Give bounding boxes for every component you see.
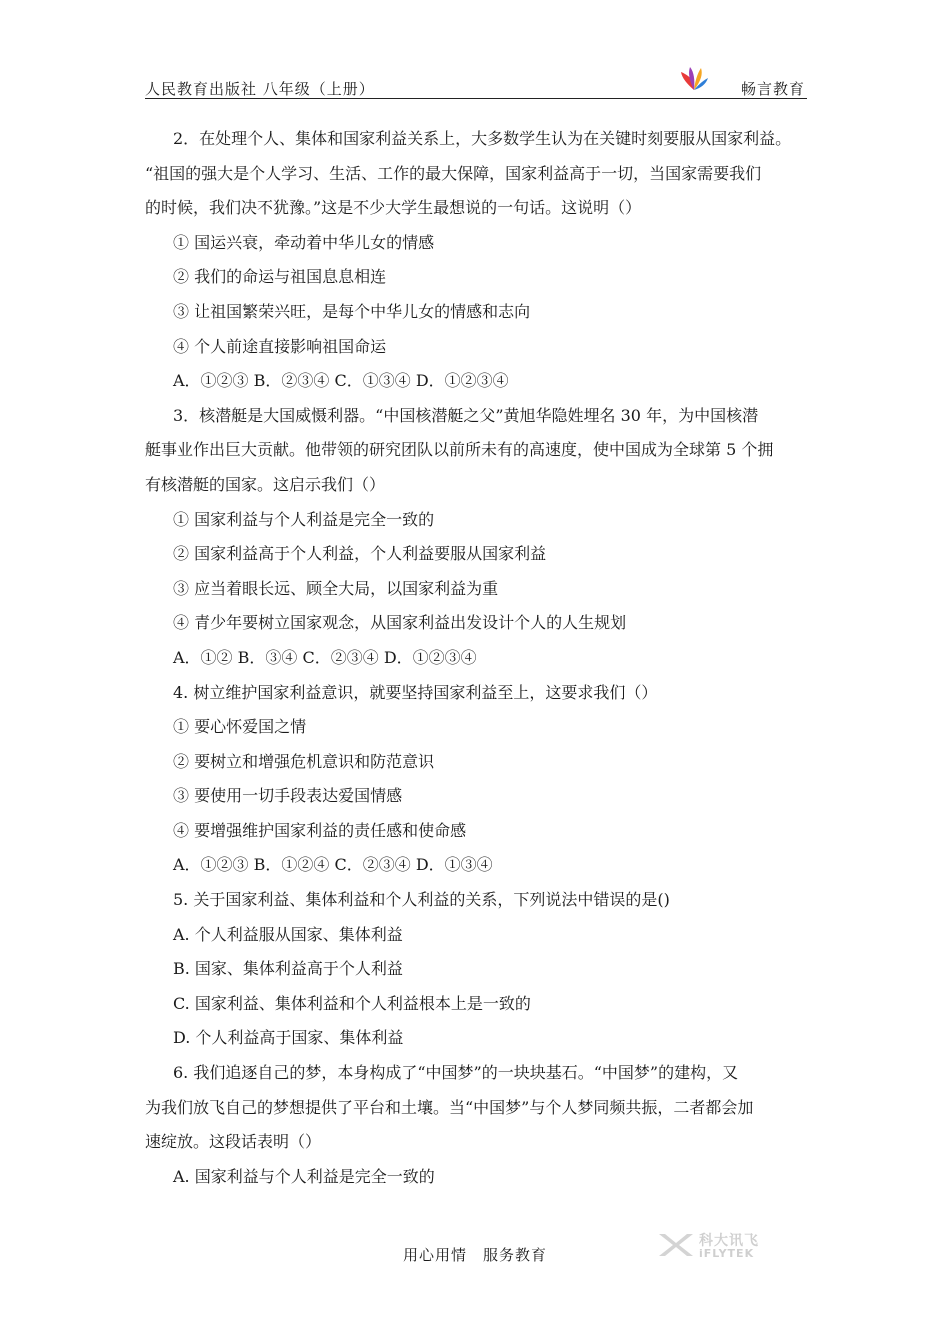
text-line: 6. 我们追逐自己的梦，本身构成了“中国梦”的一块块基石。“中国梦”的建构，又: [173, 1063, 739, 1083]
text-line: ① 国家利益与个人利益是完全一致的: [173, 509, 435, 529]
text-line: ④ 青少年要树立国家观念，从国家利益出发设计个人的人生规划: [173, 613, 627, 633]
text-line: ④ 个人前途直接影响祖国命运: [173, 336, 387, 356]
footer-slogan: 用心用情 服务教育: [402, 1246, 547, 1264]
text-line: A．①②③ B．①②④ C．②③④ D．①③④: [173, 855, 493, 875]
text-line: ① 要心怀爱国之情: [173, 717, 307, 737]
question-content: [145, 122, 810, 1194]
text-line: 艇事业作出巨大贡献。他带领的研究团队以前所未有的高速度，使中国成为全球第 5 个拥: [145, 440, 774, 460]
text-line: 2．在处理个人、集体和国家利益关系上，大多数学生认为在关键时刻要服从国家利益。: [173, 129, 792, 148]
text-line: 4. 树立维护国家利益意识，就要坚持国家利益至上，这要求我们（）: [173, 682, 658, 702]
text-line: ③ 要使用一切手段表达爱国情感: [173, 786, 403, 806]
text-line: ④ 要增强维护国家利益的责任感和使命感: [173, 820, 467, 840]
text-line: A．①② B．③④ C．②③④ D．①②③④: [173, 647, 477, 667]
text-line: 速绽放。这段话表明（）: [145, 1132, 322, 1152]
text-line: ① 国运兴衰，牵动着中华儿女的情感: [173, 232, 435, 252]
text-line: ② 要树立和增强危机意识和防范意识: [173, 751, 435, 771]
page-header: [145, 66, 807, 99]
text-line: A．①②③ B．②③④ C．①③④ D．①②③④: [173, 371, 509, 391]
text-line: ③ 让祖国繁荣兴旺，是每个中华儿女的情感和志向: [173, 301, 531, 321]
text-line: ③ 应当着眼长远、顾全大局，以国家利益为重: [173, 578, 499, 598]
text-line: ② 国家利益高于个人利益，个人利益要服从国家利益: [173, 544, 547, 564]
text-line: 的时候，我们决不犹豫。”这是不少大学生最想说的一句话。这说明（）: [145, 198, 642, 218]
brand-name: 畅言教育: [740, 80, 805, 98]
text-line: A. 国家利益与个人利益是完全一致的: [173, 1166, 435, 1186]
text-line: “祖国的强大是个人学习、生活、工作的最大保障，国家利益高于一切，当国家需要我们: [145, 163, 762, 183]
text-line: 5. 关于国家利益、集体利益和个人利益的关系，下列说法中错误的是(): [173, 890, 670, 910]
text-line: C. 国家利益、集体利益和个人利益根本上是一致的: [173, 993, 531, 1013]
text-line: D. 个人利益高于国家、集体利益: [173, 1028, 404, 1048]
text-line: 为我们放飞自己的梦想提供了平台和土壤。当“中国梦”与个人梦同频共振，二者都会加: [145, 1097, 754, 1117]
text-line: 3．核潜艇是大国威慑利器。“中国核潜艇之父”黄旭华隐姓埋名 30 年，为中国核潜: [173, 405, 759, 425]
changyan-logo-icon: [679, 66, 709, 92]
publisher-label: 人民教育出版社 八年级（上册）: [145, 80, 375, 98]
iflytek-en-label: iFLYTEK: [699, 1247, 755, 1260]
iflytek-watermark: [655, 1228, 775, 1262]
iflytek-cn-label: 科大讯飞: [699, 1233, 759, 1249]
text-line: 有核潜艇的国家。这启示我们（）: [145, 474, 386, 494]
text-line: ② 我们的命运与祖国息息相连: [173, 267, 387, 287]
text-line: B. 国家、集体利益高于个人利益: [173, 959, 403, 979]
iflytek-logo-icon: [655, 1230, 695, 1260]
text-line: A. 个人利益服从国家、集体利益: [173, 924, 403, 944]
